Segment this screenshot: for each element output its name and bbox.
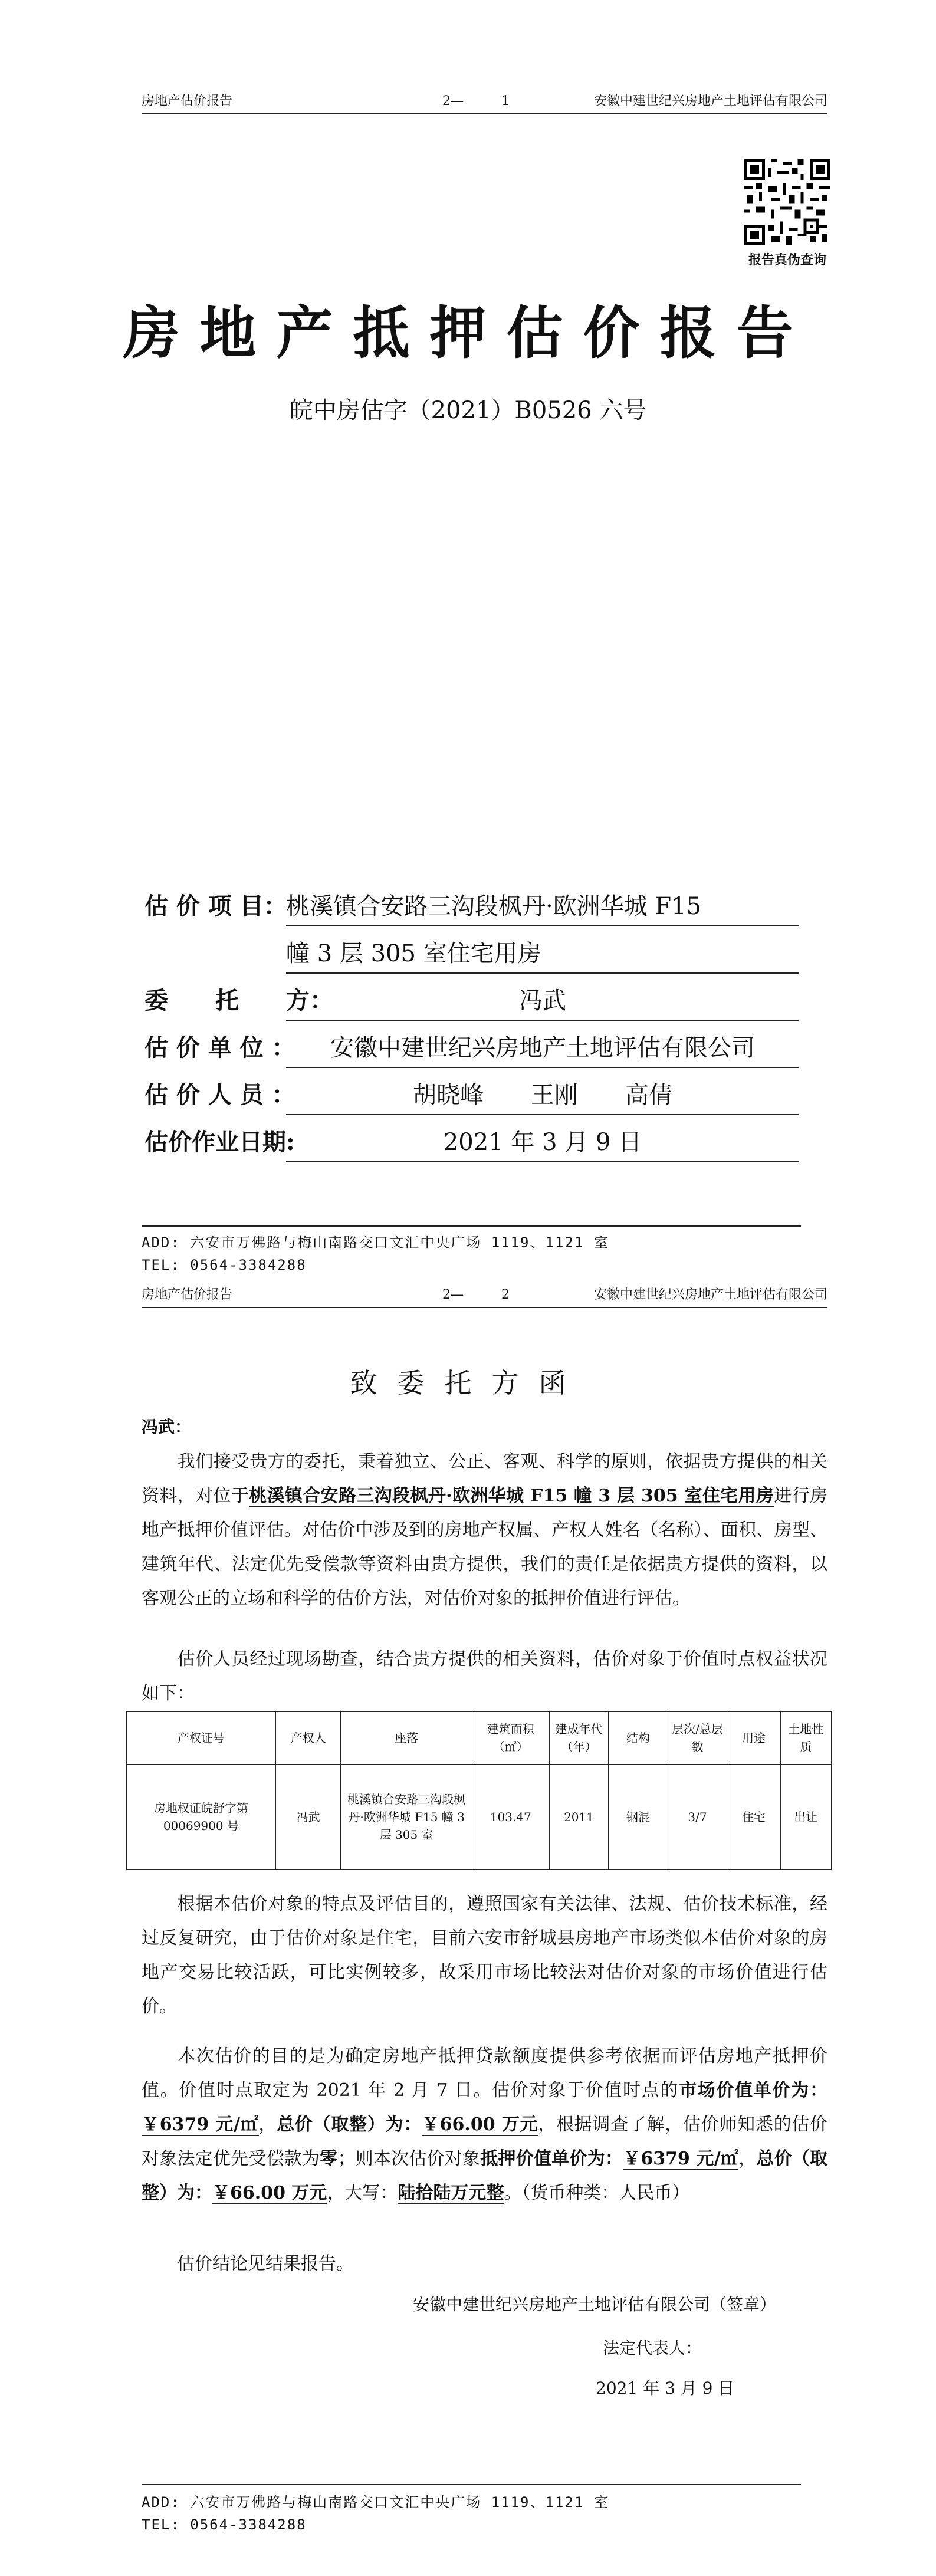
qr-code-icon[interactable] xyxy=(744,159,830,245)
p4-text-a: 本次估价的目的是为确定房地产抵押贷款额度提供参考依据而评估房地产抵押价值。价值时点取定为 2021 年 2 月 7 日。估价对象于价值时点的 xyxy=(142,2046,827,2101)
td-area: 103.47 xyxy=(472,1765,549,1870)
header-right: 安徽中建世纪兴房地产土地评估有限公司 xyxy=(593,94,827,109)
document-number: 皖中房估字（2021）B0526 六号 xyxy=(289,397,647,424)
p4-text-q: 。（货币种类：人民币） xyxy=(504,2183,690,2203)
td-location: 桃溪镇合安路三沟段枫丹·欧洲华城 F15 幢 3 层 305 室 xyxy=(341,1765,472,1870)
header-page-number: 2— xyxy=(442,94,464,109)
td-owner: 冯武 xyxy=(275,1765,341,1870)
th-structure: 结构 xyxy=(609,1712,668,1765)
field-label: 估 价 单 位 ： xyxy=(144,1034,295,1062)
th-location: 座落 xyxy=(341,1712,472,1765)
p1-property-address: 桃溪镇合安路三沟段枫丹·欧洲华城 F15 幢 3 层 305 室住宅用房 xyxy=(249,1486,774,1506)
th-land: 土地性质 xyxy=(780,1712,831,1765)
td-cert: 房地权证皖舒字第 00069900 号 xyxy=(127,1765,276,1870)
field-label: 估 价 人 员 ： xyxy=(144,1081,295,1109)
paragraph-2 xyxy=(142,1642,827,1711)
p4-mortgage-total-label: 总价（取整）为： xyxy=(142,2148,828,2203)
letter-title: 致委托方函 xyxy=(350,1367,586,1399)
p4-priority-amount: 零 xyxy=(320,2148,338,2169)
p4-text-i: ；则本次估价对象 xyxy=(337,2148,481,2169)
letter-date: 2021 年 3 月 9 日 xyxy=(596,2378,735,2398)
p4-market-unit-label: 市场价值单价为： xyxy=(679,2080,827,2101)
p4-market-total-label: 总价（取整）为： xyxy=(277,2114,422,2135)
field-label: 估 价 项 目： xyxy=(144,892,287,920)
th-floor: 层次/总层数 xyxy=(668,1712,727,1765)
property-table xyxy=(126,1711,832,1870)
p4-text-g: ，根据调查了解，估价师知悉的估价对象法定优先受偿款为 xyxy=(142,2114,828,2169)
field-label: 估价作业日期: xyxy=(144,1128,295,1156)
th-owner: 产权人 xyxy=(275,1712,341,1765)
running-header xyxy=(142,1283,827,1308)
header-page-sub: 2 xyxy=(501,1287,510,1302)
running-header xyxy=(142,90,827,114)
paragraph-4 xyxy=(142,2039,827,2210)
p4-market-unit-price: ￥6379 元/㎡ xyxy=(142,2114,259,2135)
footer-divider xyxy=(142,2484,801,2485)
paragraph-5 xyxy=(142,2247,827,2281)
p4-text-o: ，大写： xyxy=(327,2183,398,2203)
th-use: 用途 xyxy=(727,1712,780,1765)
field-label: 委 托 方： xyxy=(144,987,333,1014)
footer-tel: TEL: 0564-3384288 xyxy=(142,1257,307,1273)
p1-text-a: 我们接受贵方的委托，秉着独立、公正、客观、科学的原则，依据贵方提供的相关资料，对位于 xyxy=(142,1451,827,1506)
td-use: 住宅 xyxy=(727,1765,780,1870)
field-value: 幢 3 层 305 室住宅用房 xyxy=(286,935,799,974)
field-value: 安徽中建世纪兴房地产土地评估有限公司 xyxy=(286,1029,799,1068)
p4-mortgage-unit-price: ￥6379 元/㎡ xyxy=(623,2148,739,2169)
salutation: 冯武： xyxy=(142,1417,192,1437)
paragraph-3 xyxy=(142,1887,827,2024)
p4-mortgage-total-price: ￥66.00 万元 xyxy=(212,2183,327,2203)
table-header-row xyxy=(127,1712,832,1765)
header-page-number: 2— xyxy=(442,1287,464,1302)
header-left: 房地产估价报告 xyxy=(142,94,233,109)
field-value: 2021 年 3 月 9 日 xyxy=(286,1123,799,1162)
footer-address: ADD: 六安市万佛路与梅山南路交口文汇中央广场 1119、1121 室 xyxy=(142,1234,609,1251)
p5-text: 估价结论见结果报告。 xyxy=(177,2253,354,2274)
p4-text-d: ， xyxy=(258,2114,277,2135)
qr-caption: 报告真伪查询 xyxy=(748,252,826,268)
field-value: 胡晓峰 王刚 高倩 xyxy=(286,1076,799,1115)
p4-market-total-price: ￥66.00 万元 xyxy=(421,2114,538,2135)
header-right: 安徽中建世纪兴房地产土地评估有限公司 xyxy=(593,1287,827,1302)
p2-text: 估价人员经过现场勘查，结合贵方提供的相关资料，估价对象于价值时点权益状况如下： xyxy=(142,1649,827,1704)
report-title: 房地产抵押估价报告 xyxy=(123,300,813,366)
footer-divider xyxy=(142,1225,801,1227)
p1-text-b: 进行房地产抵押价值评估。对估价中涉及到的房地产权属、产权人姓名（名称）、面积、房型、建筑年代、法定优先受偿款等资料由贵方提供，我们的责任是依据贵方提供的资料，以客观公正的立场和科学的估价方法，对估价对象的抵押价值进行评估。 xyxy=(142,1486,828,1609)
th-year: 建成年代（年） xyxy=(549,1712,609,1765)
td-floor: 3/7 xyxy=(668,1765,727,1870)
p3-text: 根据本估价对象的特点及评估目的，遵照国家有关法律、法规、估价技术标准，经过反复研究，由于估价对象是住宅，目前六安市舒城县房地产市场类似本估价对象的房地产交易比较活跃，可比实例较多，故采用市场比较法对估价对象的市场价值进行估价。 xyxy=(142,1894,827,2017)
legal-representative: 法定代表人： xyxy=(603,2338,702,2358)
header-page-sub: 1 xyxy=(501,94,510,109)
td-land: 出让 xyxy=(780,1765,831,1870)
th-area: 建筑面积（㎡） xyxy=(472,1712,549,1765)
p4-amount-in-words: 陆拾陆万元整 xyxy=(398,2183,504,2203)
paragraph-1 xyxy=(142,1445,827,1616)
p4-mortgage-unit-label: 抵押价值单价为： xyxy=(480,2148,623,2169)
td-structure: 钢混 xyxy=(609,1765,668,1870)
th-cert: 产权证号 xyxy=(127,1712,276,1765)
company-signature: 安徽中建世纪兴房地产土地评估有限公司（签章） xyxy=(413,2295,777,2314)
field-value: 桃溪镇合安路三沟段枫丹·欧洲华城 F15 xyxy=(286,888,799,926)
field-value: 冯武 xyxy=(286,982,799,1021)
footer-tel: TEL: 0564-3384288 xyxy=(142,2516,307,2533)
p4-text-l: ， xyxy=(738,2148,757,2169)
header-left: 房地产估价报告 xyxy=(142,1287,233,1302)
table-row xyxy=(127,1765,832,1870)
footer-address: ADD: 六安市万佛路与梅山南路交口文汇中央广场 1119、1121 室 xyxy=(142,2494,609,2511)
td-year: 2011 xyxy=(549,1765,609,1870)
